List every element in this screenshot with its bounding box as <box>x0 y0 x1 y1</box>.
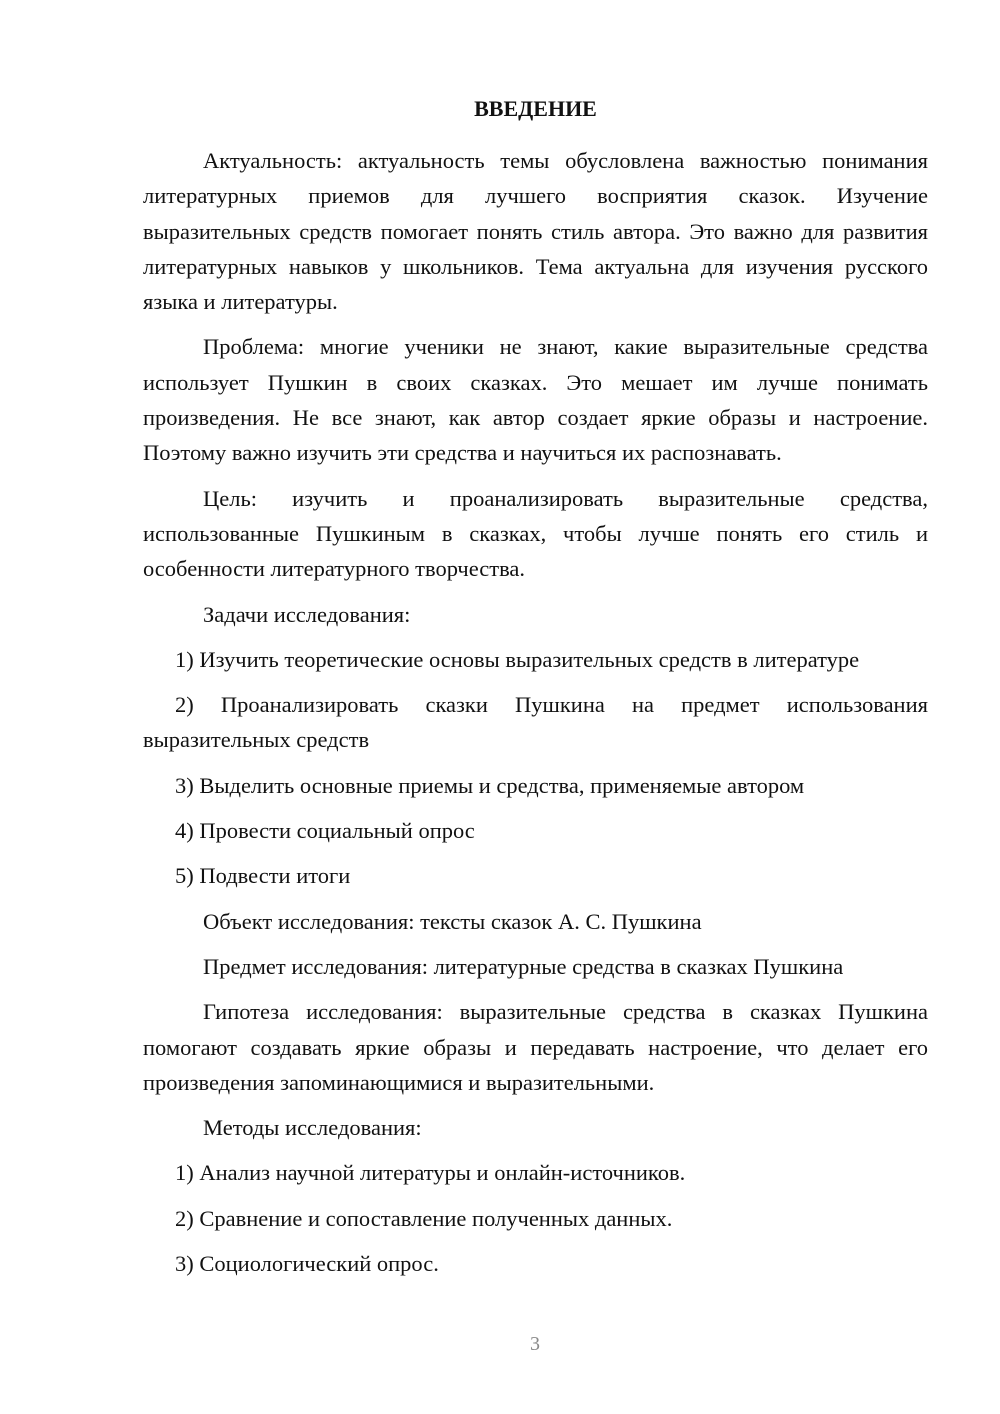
section-heading: ВВЕДЕНИЕ <box>474 96 597 121</box>
method-item-3: 3) Социологический опрос. <box>175 1251 439 1277</box>
methods-title: Методы исследования: <box>203 1115 422 1141</box>
method-item-1: 1) Анализ научной литературы и онлайн-источников. <box>175 1160 686 1186</box>
task-item-4: 4) Провести социальный опрос <box>175 818 475 844</box>
relevance-paragraph: Актуальность: актуальность темы обусловлена важностью понимания литературных приемов для лучшего восприятия сказок. Изучение выразительных средств помогает понять стиль автора. Это важно для развития литературных навыков у школьников. Тема актуальна для изучения русского языка и литературы. <box>143 148 928 315</box>
method-item-2: 2) Сравнение и сопоставление полученных данных. <box>175 1205 673 1231</box>
task-item-3: 3) Выделить основные приемы и средства, применяемые автором <box>175 772 805 798</box>
research-object: Объект исследования: тексты сказок А. С. Пушкина <box>203 908 702 934</box>
hypothesis-paragraph: Гипотеза исследования: выразительные средства в сказках Пушкина помогают создавать яркие образы и передавать настроение, что делает его произведения запоминающимися и выразительными. <box>143 999 928 1095</box>
tasks-title: Задачи исследования: <box>203 601 411 627</box>
page-number: 3 <box>530 1333 540 1355</box>
task-item-2: 2) Проанализировать сказки Пушкина на предмет использования выразительных средств <box>143 692 928 753</box>
page-content <box>143 92 928 1281</box>
problem-paragraph: Проблема: многие ученики не знают, какие выразительные средства использует Пушкин в своих сказках. Это мешает им лучше понимать произведения. Не все знают, как автор создает яркие образы и настроение. Поэтому важно изучить эти средства и научиться их распознавать. <box>143 334 928 466</box>
research-subject: Предмет исследования: литературные средства в сказках Пушкина <box>203 953 844 979</box>
task-item-5: 5) Подвести итоги <box>175 863 351 889</box>
task-item-1: 1) Изучить теоретические основы выразительных средств в литературе <box>175 646 860 672</box>
goal-paragraph: Цель: изучить и проанализировать выразительные средства, использованные Пушкиным в сказках, чтобы лучше понять его стиль и особенности литературного творчества. <box>143 485 928 582</box>
